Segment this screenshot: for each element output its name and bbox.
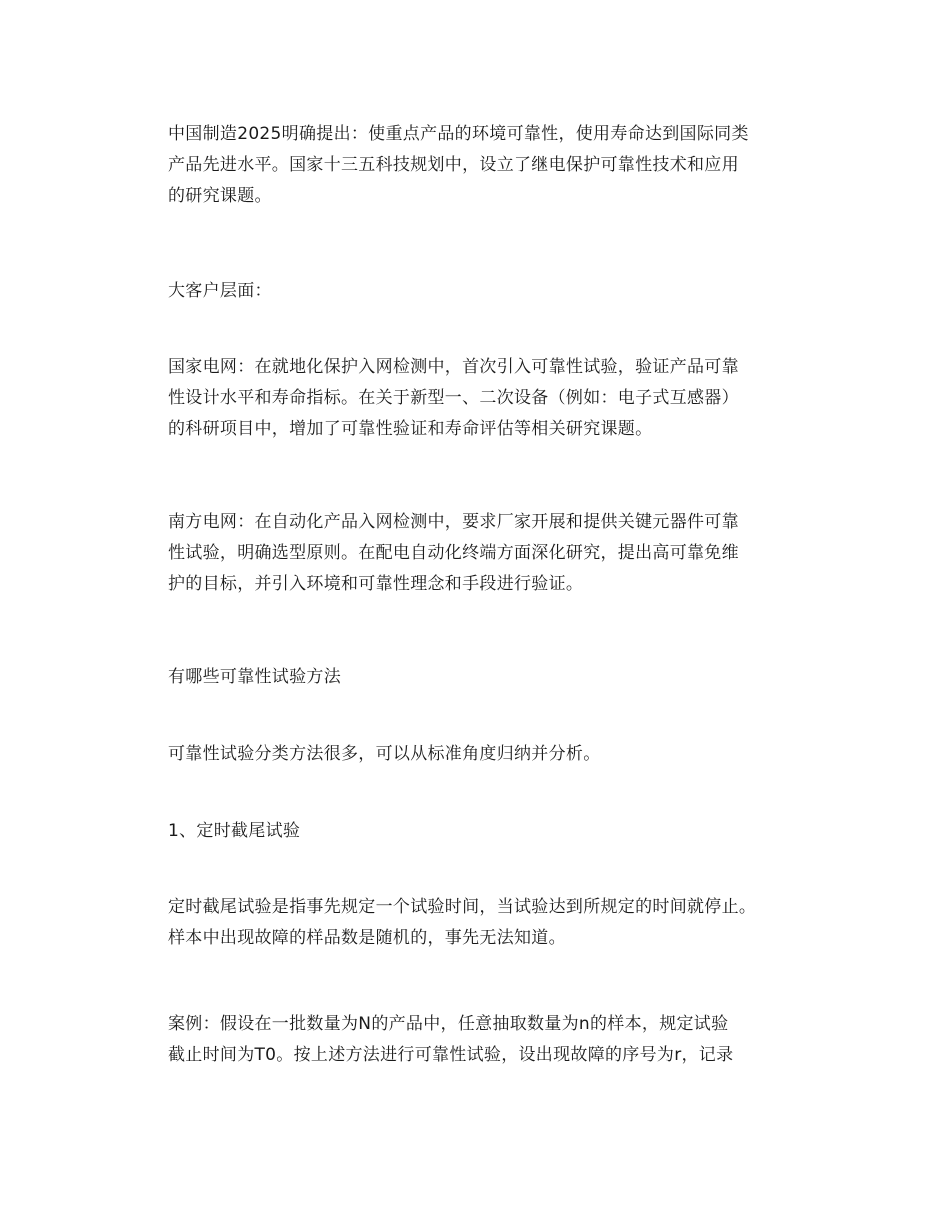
paragraph-timed-test-definition: [168, 892, 808, 954]
text-line: 定时截尾试验是指事先规定一个试验时间，当试验达到所规定的时间就停止。: [168, 897, 757, 917]
text-line: 截止时间为T0。按上述方法进行可靠性试验，设出现故障的序号为r，记录: [168, 1045, 734, 1065]
text-line: 有哪些可靠性试验方法: [168, 667, 341, 687]
text-line: 样本中出现故障的样品数是随机的，事先无法知道。: [168, 928, 566, 948]
paragraph-case: [168, 1009, 808, 1071]
paragraph-southern-grid: [168, 507, 808, 600]
text-line: 南方电网：在自动化产品入网检测中，要求厂家开展和提供关键元器件可靠: [168, 512, 739, 532]
heading-timed-truncation-test: [168, 816, 808, 847]
text-line: 可靠性试验分类方法很多，可以从标准角度归纳并分析。: [168, 744, 601, 764]
paragraph-methods-intro: [168, 739, 808, 770]
text-line: 性设计水平和寿命指标。在关于新型一、二次设备（例如：电子式互感器）: [168, 388, 739, 408]
text-line: 的研究课题。: [168, 186, 272, 206]
heading-big-customer: [168, 276, 808, 307]
text-line: 1、定时截尾试验: [168, 821, 301, 841]
text-line: 护的目标，并引入环境和可靠性理念和手段进行验证。: [168, 574, 584, 594]
text-line: 中国制造2025明确提出：使重点产品的环境可靠性，使用寿命达到国际同类: [168, 124, 749, 144]
text-line: 大客户层面：: [168, 281, 272, 301]
text-line: 产品先进水平。国家十三五科技规划中，设立了继电保护可靠性技术和应用: [168, 155, 739, 175]
text-line: 国家电网：在就地化保护入网检测中，首次引入可靠性试验，验证产品可靠: [168, 357, 739, 377]
paragraph-intro: [168, 119, 808, 212]
heading-test-methods: [168, 662, 808, 693]
text-line: 案例：假设在一批数量为N的产品中，任意抽取数量为n的样本，规定试验: [168, 1014, 729, 1034]
text-line: 性试验，明确选型原则。在配电自动化终端方面深化研究，提出高可靠免维: [168, 543, 739, 563]
paragraph-state-grid: [168, 352, 808, 445]
text-line: 的科研项目中，增加了可靠性验证和寿命评估等相关研究课题。: [168, 419, 653, 439]
